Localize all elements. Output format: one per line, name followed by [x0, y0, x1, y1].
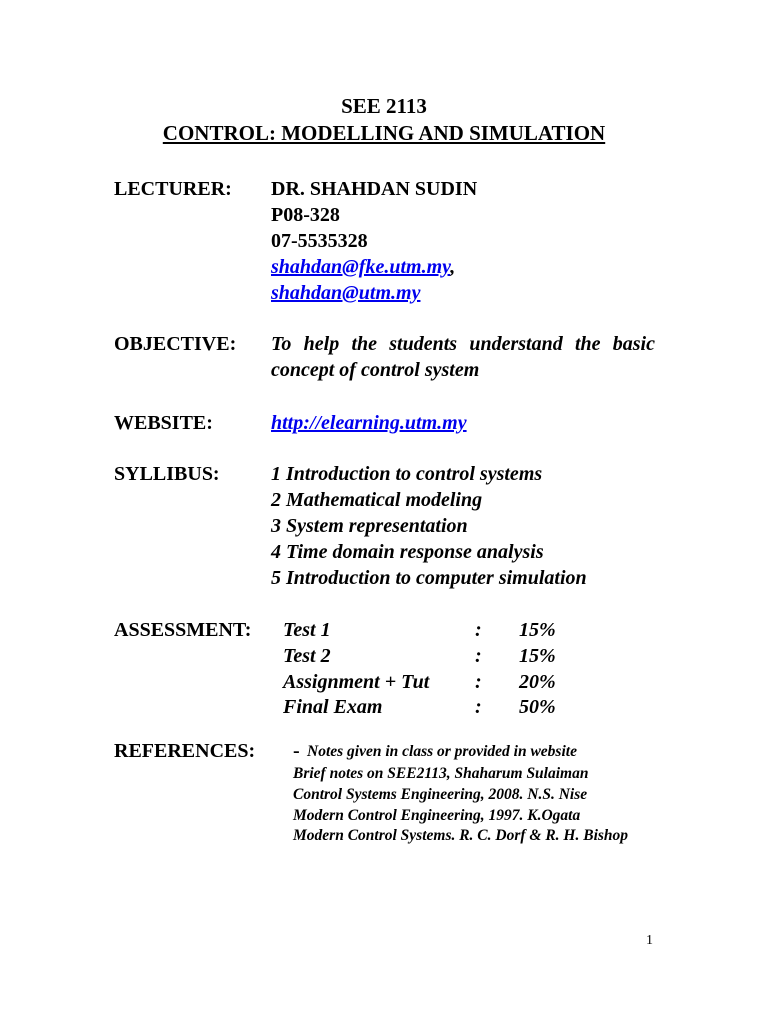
assessment-colon: :	[475, 671, 482, 693]
lecturer-phone: 07-5535328	[271, 230, 368, 252]
assessment-item: Final Exam	[283, 696, 383, 718]
assessment-item: Assignment + Tut	[283, 671, 430, 693]
syllabus-item: 2 Mathematical modeling	[271, 489, 483, 511]
reference-item: Control Systems Engineering, 2008. N.S. Nise	[293, 786, 588, 803]
course-title-text: CONTROL: MODELLING AND SIMULATION	[162, 121, 606, 145]
assessment-colon: :	[475, 645, 482, 667]
assessment-weight: 50%	[519, 696, 556, 718]
course-title	[0, 120, 768, 146]
syllabus-item: 1 Introduction to control systems	[271, 463, 543, 485]
email-link-fke[interactable]: shahdan@fke.utm.my	[271, 256, 451, 278]
assessment-label: ASSESSMENT:	[114, 619, 252, 641]
lecturer-email-line-2	[271, 280, 420, 306]
objective-text: To help the students understand the basic concept of control system	[271, 333, 655, 381]
syllabus-item: 5 Introduction to computer simulation	[271, 567, 587, 589]
email-link-utm[interactable]: shahdan@utm.my	[271, 282, 421, 304]
website-label: WEBSITE:	[114, 412, 213, 434]
reference-item: Modern Control Engineering, 1997. K.Ogata	[293, 807, 581, 824]
reference-item: Brief notes on SEE2113, Shaharum Sulaiman	[293, 765, 589, 782]
website-line	[271, 410, 467, 436]
website-link[interactable]: http://elearning.utm.my	[271, 412, 467, 434]
objective-label: OBJECTIVE:	[114, 333, 237, 355]
assessment-item: Test 2	[283, 645, 331, 667]
syllabus-label: SYLLIBUS:	[114, 463, 220, 485]
references-label: REFERENCES:	[114, 740, 256, 762]
course-code: SEE 2113	[341, 94, 427, 118]
email-separator: ,	[450, 256, 456, 278]
syllabus-item: 3 System representation	[271, 515, 468, 537]
reference-item: Modern Control Systems. R. C. Dorf & R. H. Bishop	[293, 827, 629, 844]
assessment-weight: 15%	[519, 645, 556, 667]
lecturer-label: LECTURER:	[114, 178, 232, 200]
assessment-colon: :	[475, 619, 482, 641]
assessment-weight: 15%	[519, 619, 556, 641]
syllabus-item: 4 Time domain response analysis	[271, 541, 544, 563]
references-dash: -	[293, 740, 300, 762]
page-number: 1	[646, 933, 653, 948]
lecturer-email-line-1	[271, 254, 455, 280]
lecturer-name: DR. SHAHDAN SUDIN	[271, 178, 478, 200]
assessment-weight: 20%	[519, 671, 556, 693]
reference-item: Notes given in class or provided in website	[307, 743, 577, 760]
assessment-item: Test 1	[283, 619, 331, 641]
lecturer-room: P08-328	[271, 204, 340, 226]
assessment-colon: :	[475, 696, 482, 718]
